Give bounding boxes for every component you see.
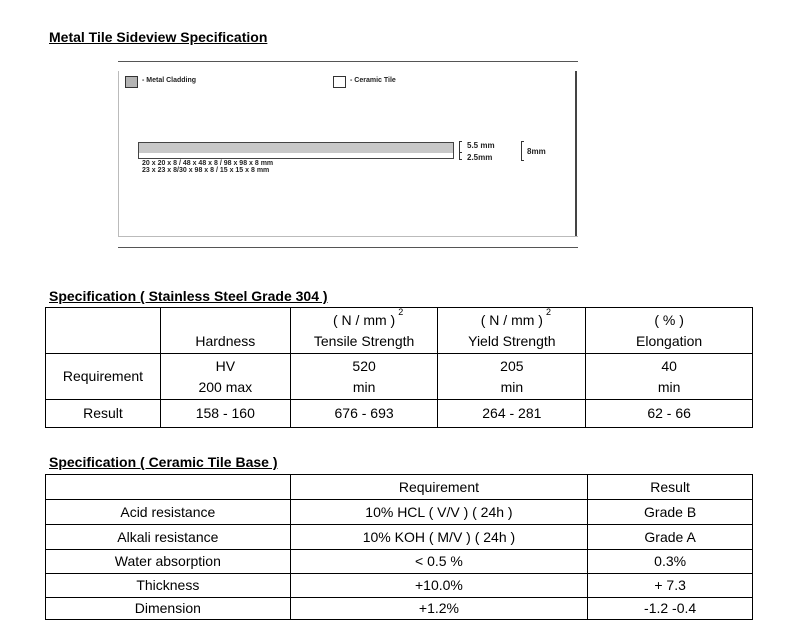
dim-bottom-label: 2.5mm [467,153,493,162]
cell: < 0.5 % [290,550,588,574]
sideview-drawing [118,61,578,249]
cell: 520 min [290,354,438,400]
dim-total-label: 8mm [527,147,546,156]
table-row [46,525,753,550]
header-elongation: ( % ) Elongation [586,308,753,354]
cell: Water absorption [46,550,291,574]
cell: 10% HCL ( V/V ) ( 24h ) [290,500,588,525]
table-row [46,400,753,428]
header-tensile: ( N / mm ) 2 Tensile Strength [290,308,438,354]
table-row [46,574,753,598]
cell: 158 - 160 [160,400,290,428]
table-row [46,354,753,400]
header-blank-cell [46,308,161,354]
cell: Acid resistance [46,500,291,525]
tile-sizes-line-2: 23 x 23 x 8/30 x 98 x 8 / 15 x 15 x 8 mm [142,167,270,174]
table-row [46,550,753,574]
cell: HV 200 max [160,354,290,400]
cell: 62 - 66 [586,400,753,428]
ceramic-spec-table [45,474,753,620]
table-header-row [46,308,753,354]
drawing-top-rule [118,61,578,62]
dim-bottom-bracket [459,152,462,160]
dim-top-label: 5.5 mm [467,141,495,150]
row-label-result: Result [46,400,161,428]
ceramic-tile-layer [138,153,454,159]
cell: +10.0% [290,574,588,598]
header-result: Result [588,475,753,500]
row-label-requirement: Requirement [46,354,161,400]
header-blank-cell [46,475,291,500]
sideview-heading: Metal Tile Sideview Specification [49,29,268,45]
dim-total-bracket [521,141,524,161]
header-hardness: Hardness [160,308,290,354]
drawing-left-rule [118,71,119,237]
header-yield: ( N / mm ) 2 Yield Strength [438,308,586,354]
cell: Alkali resistance [46,525,291,550]
table-header-row [46,475,753,500]
table-row [46,598,753,620]
cell: 0.3% [588,550,753,574]
table-row [46,500,753,525]
ceramic-spec-heading: Specification ( Ceramic Tile Base ) [49,454,278,470]
steel-spec-heading: Specification ( Stainless Steel Grade 304 ) [49,288,328,304]
drawing-bottom-rule [118,247,578,248]
cell: Thickness [46,574,291,598]
header-requirement: Requirement [290,475,588,500]
cell: Dimension [46,598,291,620]
cell: 264 - 281 [438,400,586,428]
legend-metal-label: - Metal Cladding [142,77,197,84]
cell: 205 min [438,354,586,400]
drawing-inner-bottom-rule [118,236,578,237]
cell: -1.2 -0.4 [588,598,753,620]
ceramic-tile-swatch [333,76,346,88]
legend-ceramic-label: - Ceramic Tile [350,77,396,84]
cell: Grade B [588,500,753,525]
metal-cladding-swatch [125,76,138,88]
cell: 40 min [586,354,753,400]
cell: Grade A [588,525,753,550]
tile-sizes-line-1: 20 x 20 x 8 / 48 x 48 x 8 / 98 x 98 x 8 mm [142,160,274,167]
drawing-right-rule [575,71,577,237]
cell: +1.2% [290,598,588,620]
steel-spec-table [45,307,753,428]
cell: + 7.3 [588,574,753,598]
cell: 10% KOH ( M/V ) ( 24h ) [290,525,588,550]
cell: 676 - 693 [290,400,438,428]
